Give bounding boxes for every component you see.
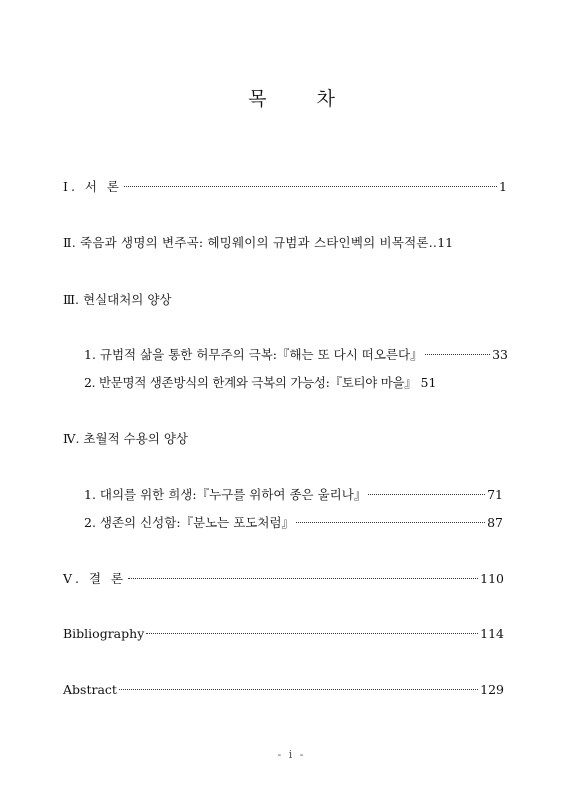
- toc-entry-page: 51: [420, 375, 437, 390]
- toc-entry-page: 1: [499, 179, 507, 194]
- toc-entry-chapter-4-2[interactable]: [84, 514, 503, 532]
- toc-entry-label: Ⅰ. 서 론: [63, 179, 123, 194]
- toc-entry-chapter-4-1[interactable]: [84, 486, 503, 504]
- page-title: 목 차: [248, 88, 357, 110]
- toc-entry-page: 110: [480, 571, 504, 586]
- dot-leader: [368, 494, 485, 495]
- toc-entry-label: Ⅳ. 초월적 수용의 양상: [63, 431, 188, 446]
- toc-entry-label: Abstract: [63, 682, 117, 697]
- toc-entry-label: Ⅴ. 결 론: [63, 571, 127, 586]
- toc-entry-page: 11: [437, 235, 454, 250]
- toc-entry-page: 129: [480, 682, 504, 697]
- dot-leader: [124, 186, 497, 187]
- toc-entry-label: 2. 생존의 신성함:『분노는 포도처럼』: [84, 515, 295, 530]
- toc-entry-page: 33: [492, 347, 508, 362]
- toc-entry-chapter-3-2[interactable]: [84, 374, 508, 392]
- dot-leader: [146, 633, 478, 634]
- toc-entry-conclusion[interactable]: [63, 570, 504, 588]
- dot-leader: [128, 578, 478, 579]
- toc-entry-chapter-3-1[interactable]: [84, 346, 508, 364]
- toc-entry-chapter-2[interactable]: [63, 234, 516, 252]
- toc-entry-page: 114: [480, 626, 504, 641]
- dot-leader: [296, 522, 485, 523]
- toc-entry-label: Ⅲ. 현실대처의 양상: [63, 292, 172, 307]
- toc-entry-label: 1. 규범적 삶을 통한 허무주의 극복:『해는 또 다시 떠오른다』: [84, 347, 423, 362]
- toc-entry-label: 2. 반문명적 생존방식의 한계와 극복의 가능성:『토티야 마을』: [84, 375, 417, 390]
- toc-entry-label: 1. 대의를 위한 희생:『누구를 위하여 종은 울리나』: [84, 487, 367, 502]
- toc-entry-page: 87: [487, 515, 503, 530]
- dot-leader: [119, 689, 478, 690]
- toc-entry-bibliography[interactable]: [63, 625, 504, 643]
- toc-entry-abstract[interactable]: [63, 681, 504, 699]
- dot-leader: [425, 354, 491, 355]
- toc-section-heading-chapter-4[interactable]: [63, 430, 188, 448]
- toc-section-heading-chapter-3[interactable]: [63, 291, 172, 309]
- toc-entry-introduction[interactable]: [63, 178, 507, 196]
- page-number: - i -: [277, 748, 306, 761]
- toc-entry-page: 71: [487, 487, 503, 502]
- toc-entry-label: Bibliography: [63, 626, 145, 641]
- toc-entry-label: Ⅱ. 죽음과 생명의 변주곡: 헤밍웨이의 규범과 스타인벡의 비목적론‥: [63, 235, 438, 250]
